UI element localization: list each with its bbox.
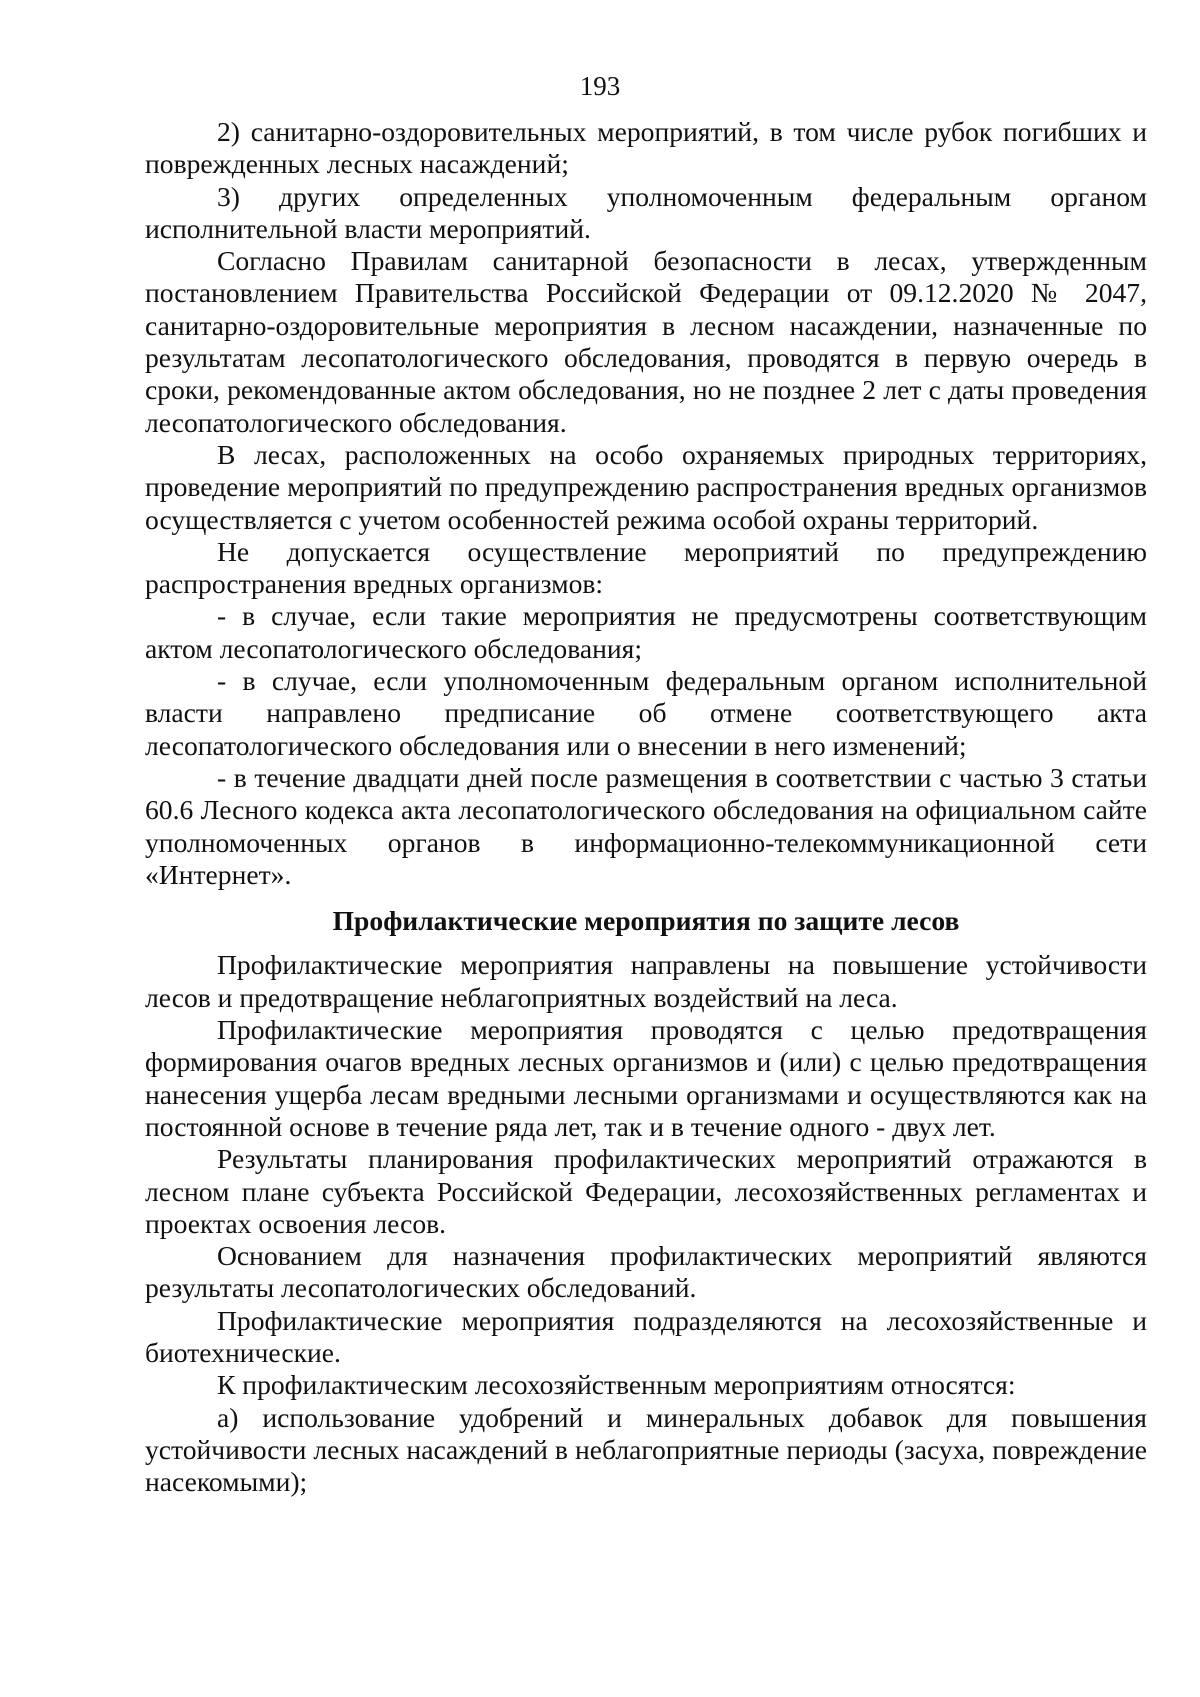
section-heading: Профилактические мероприятия по защите лесов xyxy=(332,905,960,937)
paragraph: Профилактические мероприятия направлены на повышение устойчивости лесов и предотвращение неблагоприятных воздействий на леса. xyxy=(145,949,1147,1013)
page-number: 193 xyxy=(579,71,621,101)
paragraph: Результаты планирования профилактических мероприятий отражаются в лесном плане субъекта Российской Федерации, лесохозяйственных регламентах и проектах освоения лесов. xyxy=(145,1143,1147,1239)
paragraph: К профилактическим лесохозяйственным мероприятиям относятся: xyxy=(217,1369,1016,1401)
list-item: - в случае, если такие мероприятия не предусмотрены соответствующим актом лесопатологического обследования; xyxy=(145,600,1147,664)
paragraph: Не допускается осуществление мероприятий по предупреждению распространения вредных организмов: xyxy=(145,535,1147,600)
paragraph: В лесах, расположенных на особо охраняемых природных территориях, проведение мероприятий по предупреждению распространения вредных организмов осуществляется с учетом особенностей режима особой охраны территорий. xyxy=(145,438,1147,535)
document-body xyxy=(145,116,1147,1498)
list-item: а) использование удобрений и минеральных добавок для повышения устойчивости лесных насаждений в неблагоприятные периоды (засуха, повреждение насекомыми); xyxy=(145,1401,1147,1498)
paragraph: Согласно Правилам санитарной безопасности в лесах, утвержденным постановлением Правительства Российской Федерации от 09.12.2020 № 2047, санитарно-оздоровительные мероприятия в лесном насаждении, назначенные по результатам лесопатологического обследования, проводятся в первую очередь в сроки, рекомендованные актом обследования, но не позднее 2 лет с даты проведения лесопатологического обследования. xyxy=(145,245,1147,438)
paragraph: 2) санитарно-оздоровительных мероприятий, в том числе рубок погибших и поврежденных лесных насаждений; xyxy=(145,116,1147,180)
list-item: - в случае, если уполномоченным федеральным органом исполнительной власти направлено предписание об отмене соответствующего акта лесопатологического обследования или о внесении в него изменений; xyxy=(145,665,1147,761)
paragraph: Основанием для назначения профилактических мероприятий являются результаты лесопатологических обследований. xyxy=(145,1240,1147,1304)
paragraph: Профилактические мероприятия проводятся с целью предотвращения формирования очагов вредных лесных организмов и (или) с целью предотвращения нанесения ущерба лесам вредными лесными организмами и осуществляются как на постоянной основе в течение ряда лет, так и в течение одного - двух лет. xyxy=(145,1014,1147,1142)
paragraph: Профилактические мероприятия подразделяются на лесохозяйственные и биотехнические. xyxy=(145,1304,1147,1368)
paragraph: 3) других определенных уполномоченным федеральным органом исполнительной власти мероприятий. xyxy=(145,180,1147,244)
list-item: - в течение двадцати дней после размещения в соответствии с частью 3 статьи 60.6 Лесного кодекса акта лесопатологического обследования на официальном сайте уполномоченных органов в информационно-телекоммуникационной сети «Интернет». xyxy=(145,761,1147,890)
